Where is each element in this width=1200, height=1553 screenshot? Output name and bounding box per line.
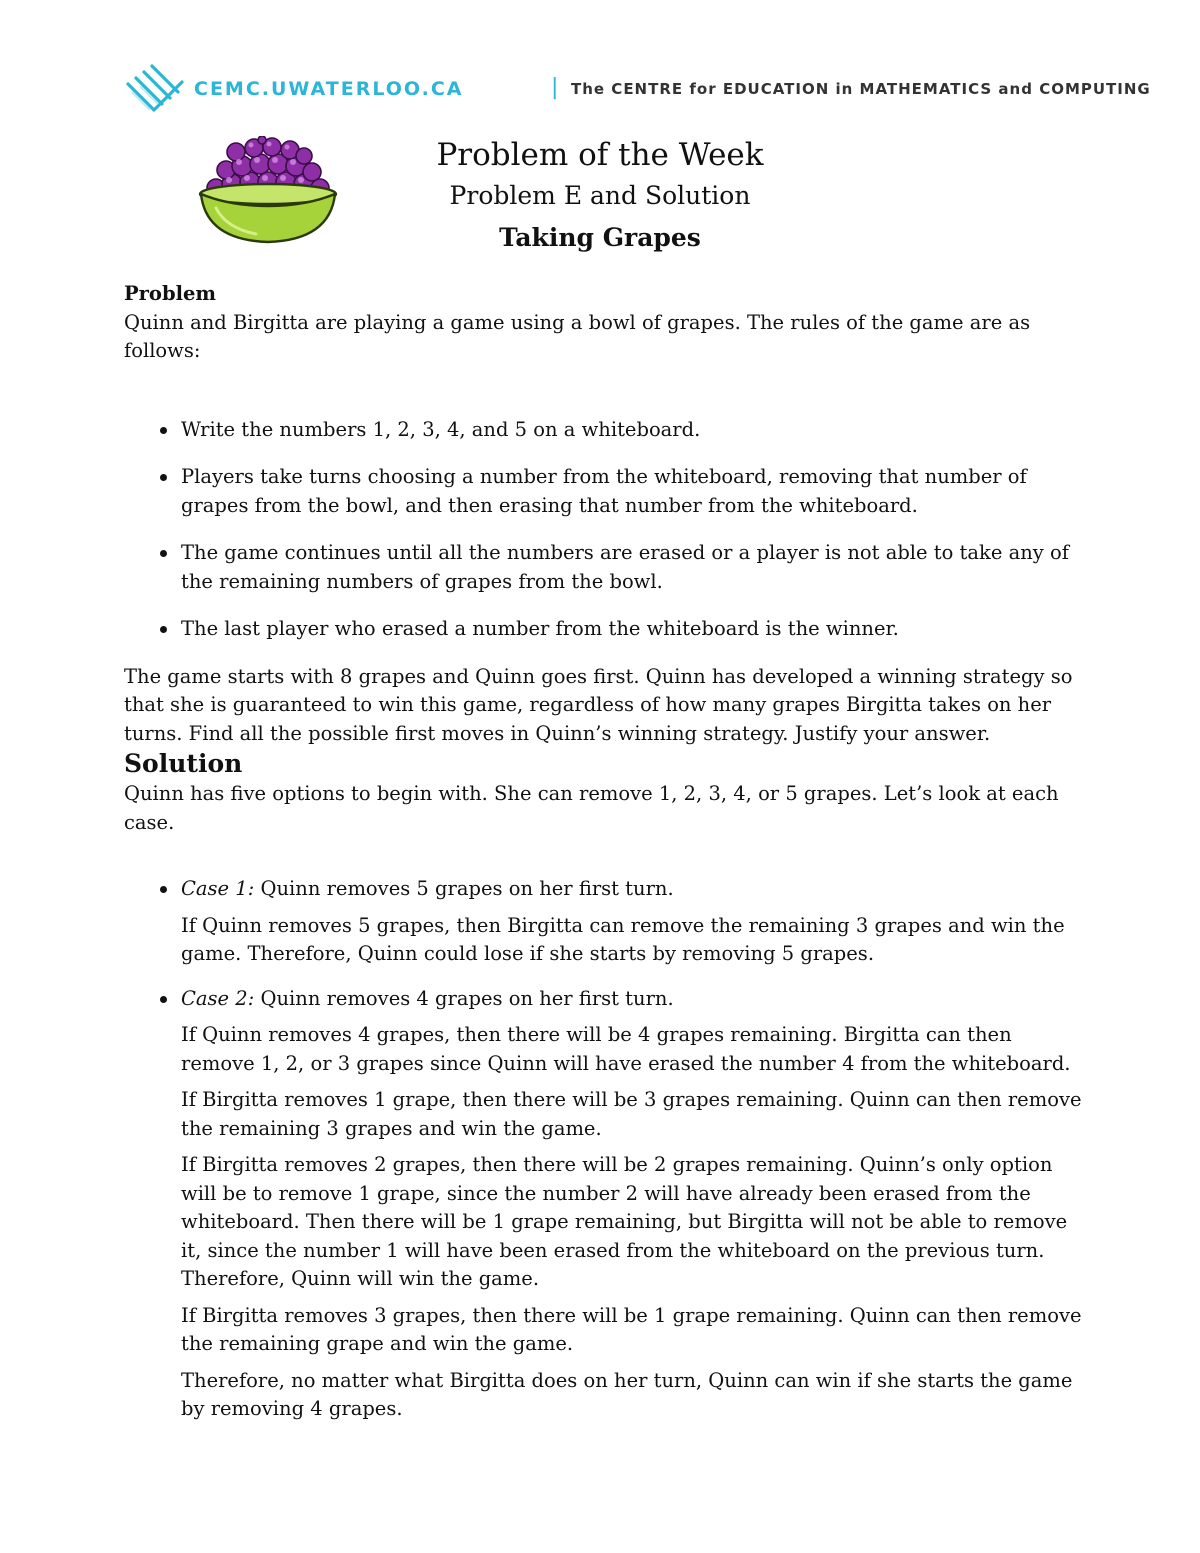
solution-intro: Quinn has five options to begin with. She can remove 1, 2, 3, 4, or 5 grapes. Let’s look at each case.: [124, 782, 1059, 834]
case-2: [124, 985, 1084, 1424]
solution-heading: Solution: [124, 749, 243, 778]
header-divider: |: [551, 75, 559, 100]
cases-list: [124, 875, 1084, 1424]
cemc-logo-icon: [124, 64, 186, 118]
title-block: [400, 136, 800, 254]
list-item: Players take turns choosing a number from the whiteboard, removing that number of grapes from the bowl, and then erasing that number from the whiteboard.: [124, 463, 1084, 520]
case-1-title: [181, 875, 1084, 904]
problem-heading: Problem: [124, 282, 217, 305]
rules-list: [124, 416, 1084, 644]
page-subtitle: Problem E and Solution: [449, 181, 751, 210]
site-name[interactable]: CEMC.UWATERLOO.CA: [194, 78, 464, 100]
problem-name: Taking Grapes: [499, 223, 701, 252]
case-title-text: Quinn removes 5 grapes on her first turn.: [260, 877, 674, 900]
centre-name: The CENTRE for EDUCATION in MATHEMATICS and COMPUTING: [571, 80, 1151, 98]
list-item: The last player who erased a number from the whiteboard is the winner.: [124, 615, 1084, 644]
page-header: [124, 64, 1151, 118]
case-2-paragraph: If Birgitta removes 1 grape, then there will be 3 grapes remaining. Quinn can then remove the remaining 3 grapes and win the game.: [181, 1088, 1082, 1140]
case-label: Case 2:: [181, 986, 255, 1010]
case-1: [124, 875, 1084, 969]
case-2-paragraph: If Birgitta removes 2 grapes, then there will be 2 grapes remaining. Quinn’s only option will be to remove 1 grape, since the number 2 will have already been erased from the whiteboard. Then there will be 1 grape remaining, but Birgitta will not be able to remove it, since the number 1 will have been erased from the whiteboard on the previous turn. Therefore, Quinn will win the game.: [181, 1153, 1068, 1290]
case-2-paragraph: If Birgitta removes 3 grapes, then there will be 1 grape remaining. Quinn can then remove the remaining grape and win the game.: [181, 1303, 1082, 1355]
case-title-text: Quinn removes 4 grapes on her first turn.: [260, 986, 674, 1010]
case-2-paragraph: If Quinn removes 4 grapes, then there will be 4 grapes remaining. Birgitta can then remove 1, 2, or 3 grapes since Quinn will have erased the number 4 from the whiteboard.: [181, 1023, 1071, 1075]
case-label: Case 1:: [181, 877, 255, 900]
case-2-conclusion: Therefore, no matter what Birgitta does on her turn, Quinn can win if she starts the game by removing 4 grapes.: [181, 1368, 1073, 1420]
list-item: The game continues until all the numbers are erased or a player is not able to take any of the remaining numbers of grapes from the bowl.: [124, 539, 1084, 596]
page-title: Problem of the Week: [436, 137, 764, 173]
problem-intro: Quinn and Birgitta are playing a game using a bowl of grapes. The rules of the game are as follows:: [124, 310, 1031, 362]
problem-closing: The game starts with 8 grapes and Quinn goes first. Quinn has developed a winning strategy so that she is guaranteed to win this game, regardless of how many grapes Birgitta takes on her turns. Find all the possible first moves in Quinn’s winning strategy. Justify your answer.: [124, 664, 1073, 745]
grape-bowl-icon: [196, 136, 340, 248]
main-content: [124, 280, 1084, 1440]
case-1-paragraph: If Quinn removes 5 grapes, then Birgitta can remove the remaining 3 grapes and win the game. Therefore, Quinn could lose if she starts by removing 5 grapes.: [181, 913, 1065, 965]
list-item: Write the numbers 1, 2, 3, 4, and 5 on a whiteboard.: [124, 416, 1084, 445]
case-2-title: [181, 985, 1084, 1014]
